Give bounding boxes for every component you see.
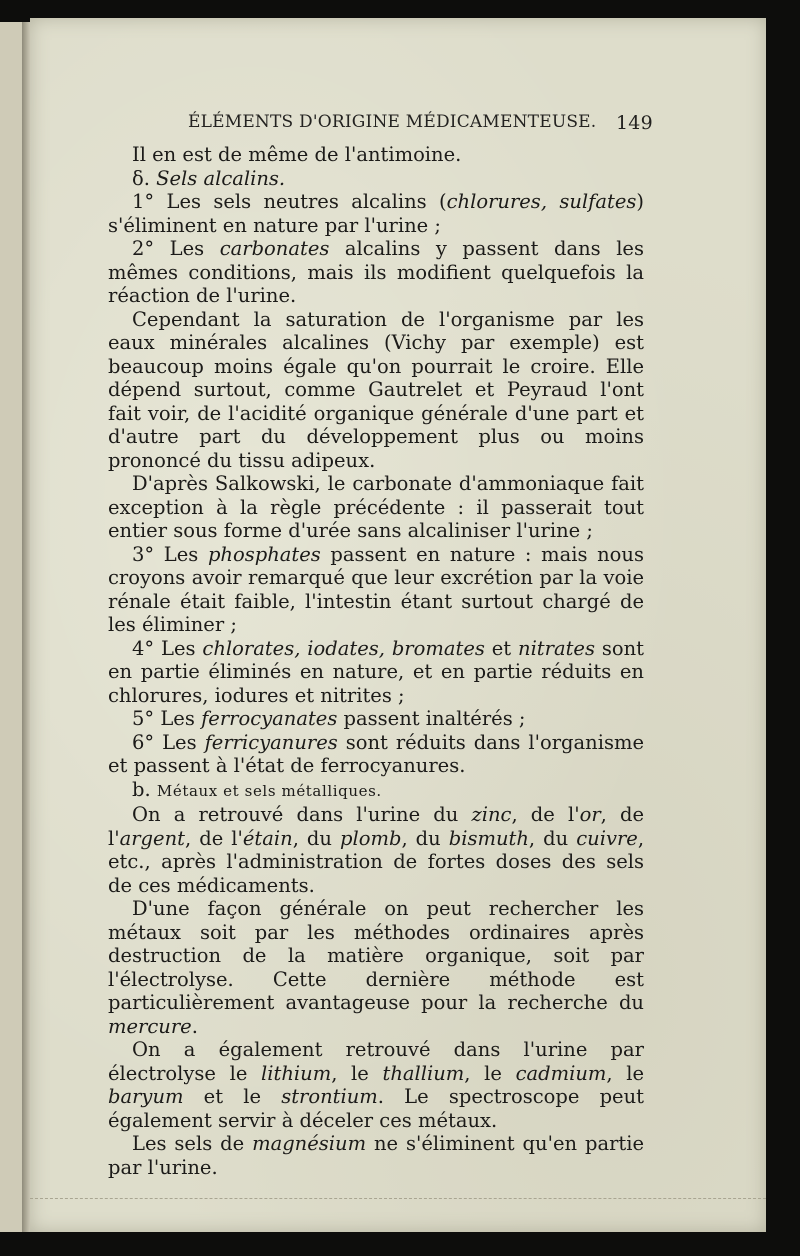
paragraph (108, 1038, 644, 1132)
text-run: , le (464, 1061, 516, 1085)
text-run: , etc., après l'administration de fortes doses des sels de ces médicaments. (108, 826, 645, 897)
text-run: D'après Salkowski, le carbonate d'ammoniaque fait exception à la règle précédente : il passerait tout entier sous forme d'urée sans alcaliniser l'urine ; (108, 472, 644, 542)
italic-term: carbonates (219, 237, 330, 260)
text-run: , du (528, 826, 577, 850)
italic-term: mercure (108, 1014, 192, 1038)
paragraph (108, 778, 644, 804)
italic-term: chlorates, iodates, bromates (202, 636, 485, 660)
text-run: 4° Les (132, 636, 203, 660)
section-heading: Métaux et sels métalliques. (156, 781, 382, 800)
text-run: b. (132, 777, 157, 801)
paragraph (108, 897, 644, 1038)
paragraph (108, 1132, 644, 1179)
italic-term: lithium (261, 1061, 332, 1085)
italic-term: ferrocyanates (201, 707, 338, 730)
italic-term: ferricyanures (204, 730, 338, 754)
text-run: Les sels de (132, 1132, 253, 1155)
text-run: , du (292, 826, 340, 850)
italic-term: chlorures, sulfates (446, 190, 637, 213)
text-run: 3° Les (132, 542, 208, 566)
italic-term: Sels alcalins. (156, 166, 286, 190)
text-run: 6° Les (132, 730, 205, 754)
paragraph (108, 543, 644, 637)
text-run: passent inaltérés ; (337, 707, 526, 730)
text-run: . (191, 1014, 198, 1038)
paragraph (108, 803, 644, 897)
italic-term: strontium (281, 1085, 378, 1108)
text-run: Cependant la saturation de l'organisme par les eaux minérales alcalines (Vichy par exemple) est beaucoup moins égale qu'on pourrait le croire. Elle dépend surtout, comme Gautrelet et Peyraud l'ont fait voir, de l'acidité organique générale d'une part et d'autre part du développement plus ou moins prononcé du tissu adipeux. (108, 307, 644, 472)
italic-term: cuivre (576, 826, 638, 850)
paragraph (108, 308, 644, 473)
italic-term: thallium (382, 1061, 465, 1085)
text-run: , le (606, 1061, 645, 1085)
text-run: , de l' (511, 803, 580, 826)
text-run: sont en partie éliminés en nature, et en partie réduits en chlorures, iodures et nitrites ; (108, 636, 645, 707)
italic-term: or (579, 803, 601, 826)
italic-term: phosphates (207, 542, 321, 566)
paragraph (108, 190, 644, 237)
page-body-text (108, 143, 644, 1179)
running-title: ÉLÉMENTS D'ORIGINE MÉDICAMENTEUSE. (188, 112, 597, 132)
paragraph (108, 237, 644, 308)
italic-term: nitrates (518, 636, 595, 660)
text-run: . Le spectroscope peut également servir à déceler ces métaux. (108, 1085, 644, 1132)
text-run: , de l' (184, 826, 243, 850)
italic-term: cadmium (515, 1061, 607, 1085)
text-run: On a également retrouvé dans l'urine par électrolyse le (108, 1038, 644, 1085)
text-run: sont réduits dans l'organisme et passent à l'état de ferrocyanures. (108, 730, 644, 777)
italic-term: baryum (108, 1085, 184, 1108)
page-bottom-edge (30, 1198, 766, 1207)
text-run: et le (183, 1085, 282, 1108)
running-header (188, 112, 653, 138)
text-run: δ. (132, 166, 157, 190)
text-run: On a retrouvé dans l'urine du (132, 803, 472, 826)
text-run: Il en est de même de l'antimoine. (132, 143, 462, 166)
italic-term: zinc (471, 803, 512, 826)
text-run: alcalins y passent dans les mêmes conditions, mais ils modifient quelquefois la réaction de l'urine. (108, 237, 644, 307)
text-run: D'une façon générale on peut rechercher les métaux soit par les méthodes ordinaires après destruction de la matière organique, soit par l'électrolyse. Cette dernière méthode est particulièrement avantageuse pour la recherche du (108, 897, 644, 1014)
text-run: , du (401, 826, 449, 850)
text-run: 2° Les (132, 237, 220, 260)
paragraph (108, 707, 644, 731)
italic-term: étain (242, 826, 293, 850)
italic-term: plomb (340, 826, 402, 850)
italic-term: magnésium (252, 1132, 367, 1155)
paragraph (108, 731, 644, 778)
italic-term: bismuth (448, 826, 529, 850)
text-run: ) s'éliminent en nature par l'urine ; (108, 190, 644, 237)
paragraph (108, 167, 644, 191)
text-run: 1° Les sels neutres alcalins ( (132, 190, 447, 213)
text-run: et (484, 636, 519, 660)
text-run: 5° Les (132, 707, 202, 730)
text-run: passent en nature : mais nous croyons avoir remarqué que leur excrétion par la voie rénale était faible, l'intestin étant surtout chargé de les éliminer ; (108, 542, 644, 636)
page-number: 149 (616, 112, 653, 134)
text-run: , de l' (108, 803, 645, 850)
paragraph (108, 472, 644, 543)
paragraph (108, 143, 644, 167)
italic-term: argent (119, 826, 185, 850)
text-run: ne s'éliminent qu'en partie par l'urine. (108, 1132, 645, 1179)
text-run: , le (331, 1061, 383, 1085)
paragraph (108, 637, 644, 708)
